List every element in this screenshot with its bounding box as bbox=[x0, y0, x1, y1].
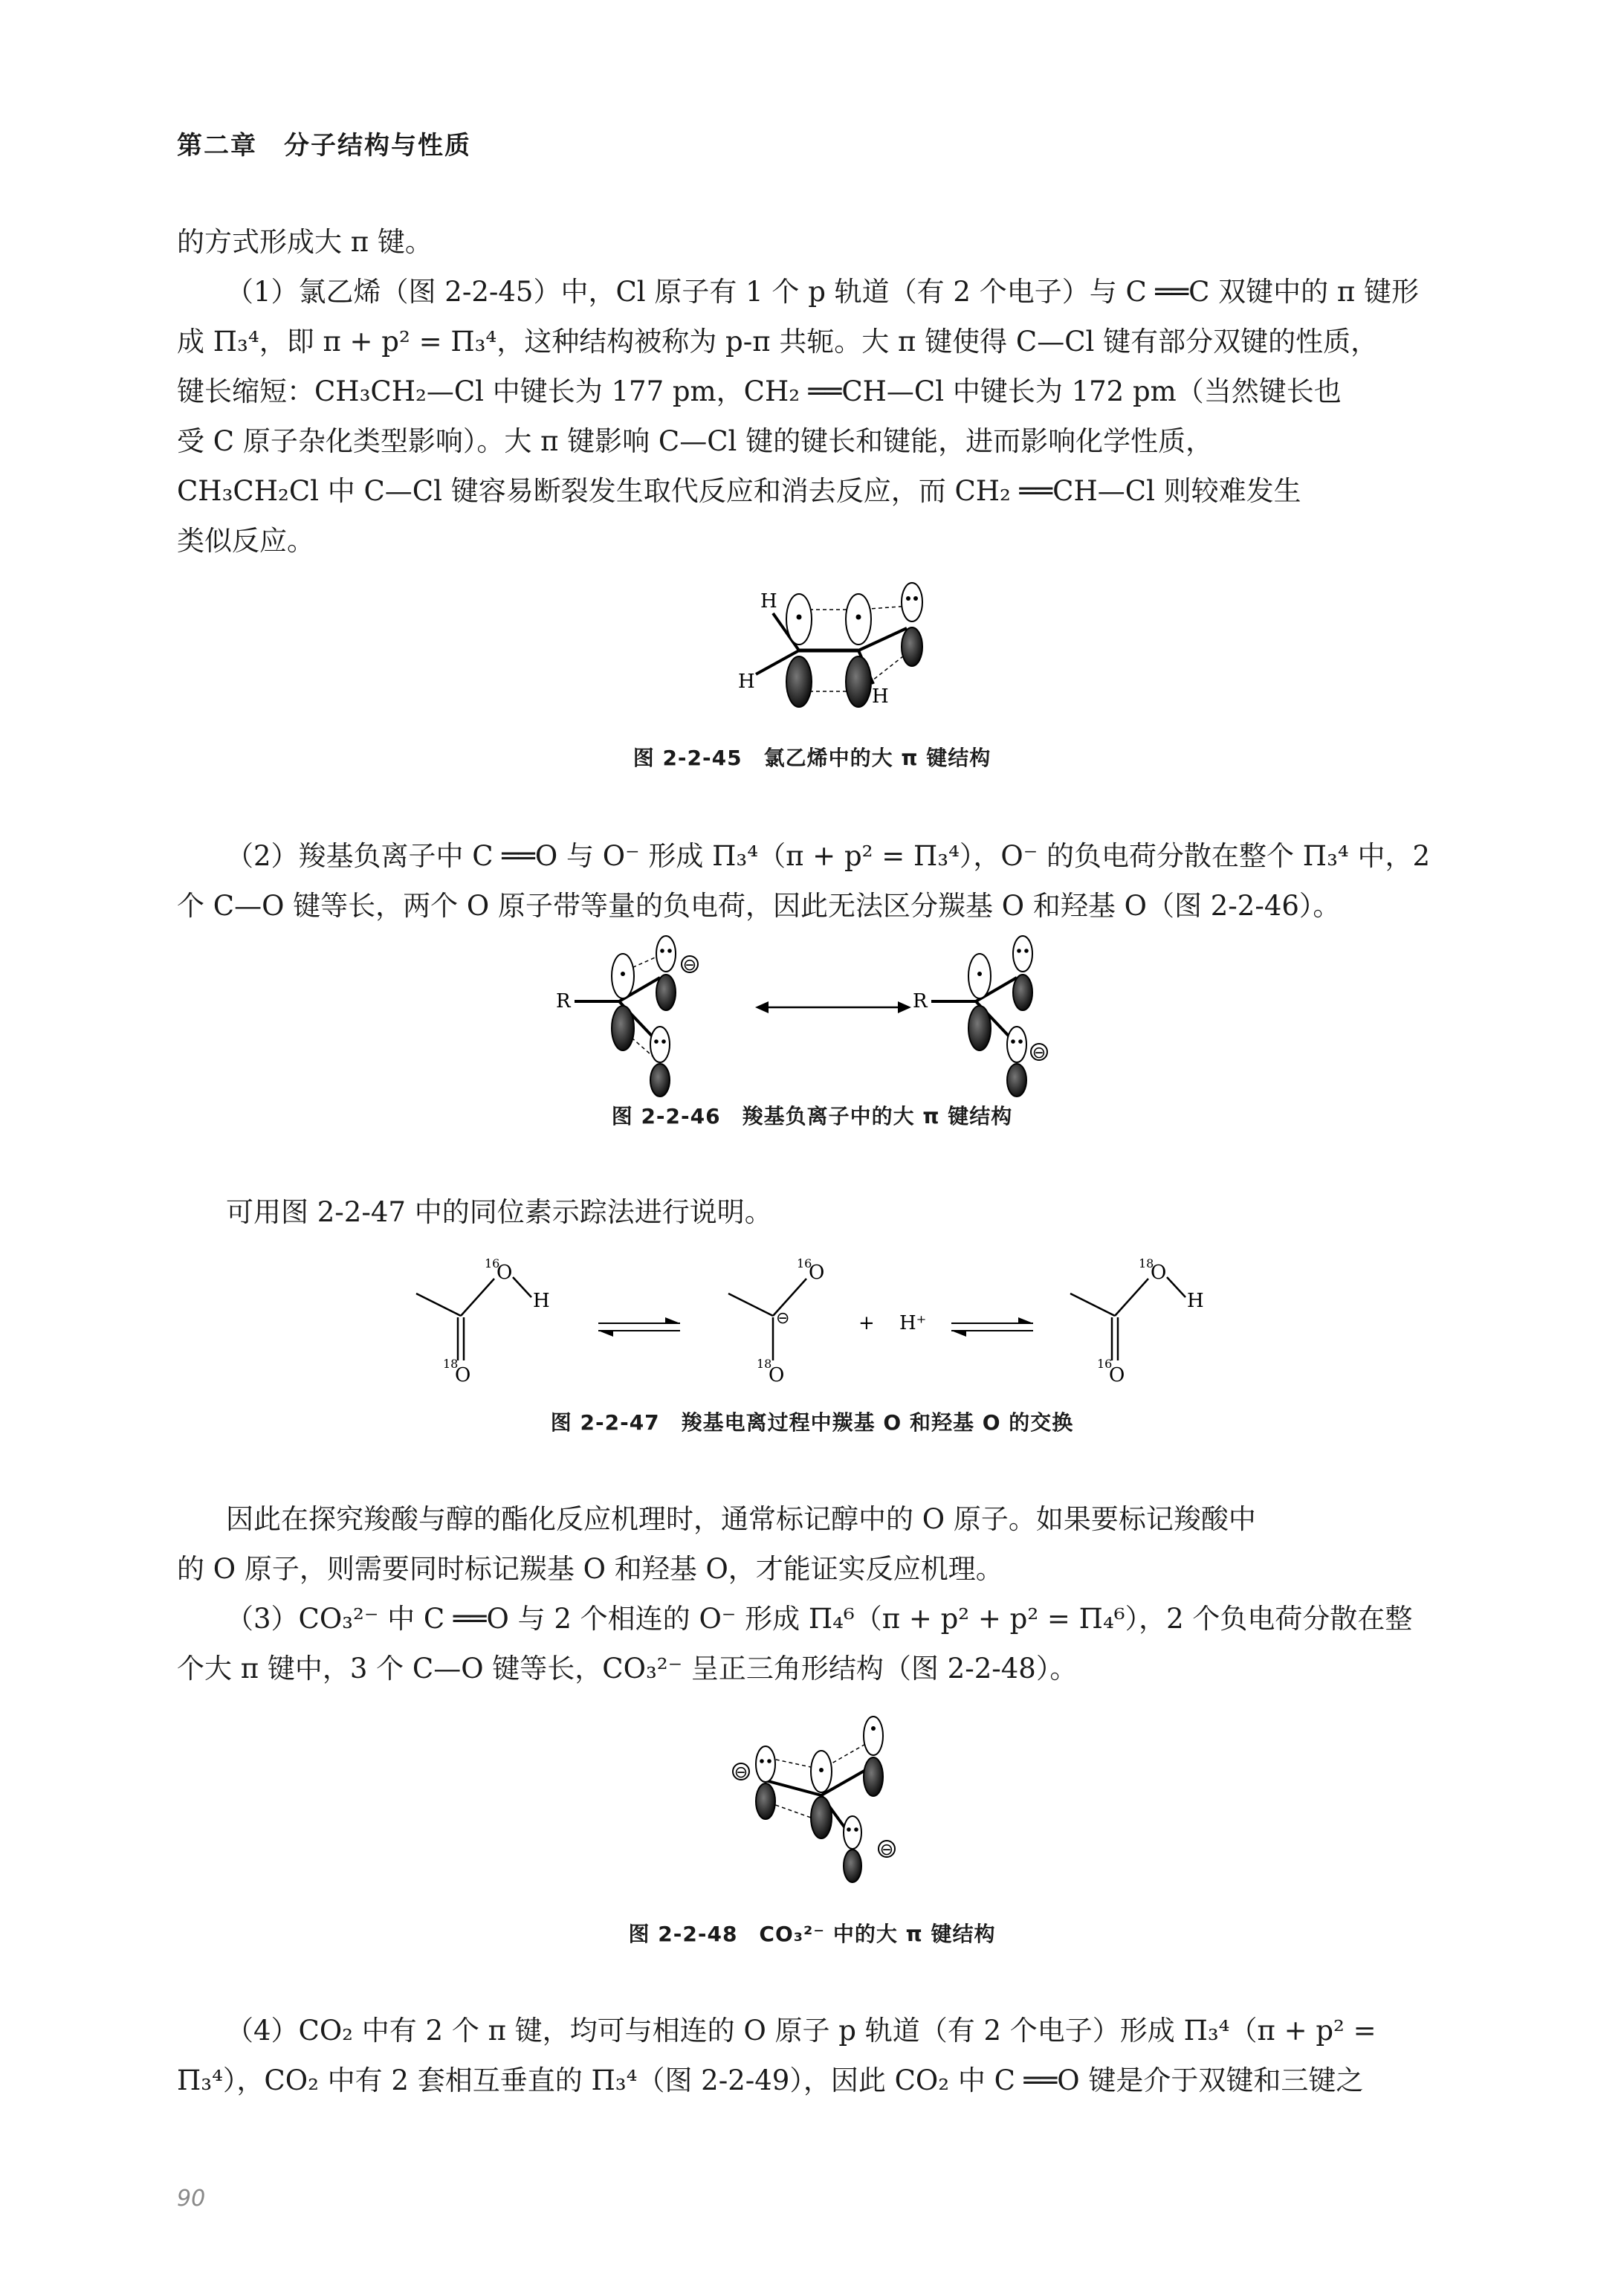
negative-charge: ⊖ bbox=[776, 1309, 790, 1328]
oxygen-label: O bbox=[455, 1364, 471, 1386]
figure-2-2-48-caption: 图 2-2-48 CO₃²⁻ 中的大 π 键结构 bbox=[628, 1922, 996, 1946]
oxygen-label: O bbox=[769, 1364, 785, 1386]
paragraph-2 bbox=[177, 831, 1479, 931]
paragraph-4-line: 的 O 原子，则需要同时标记羰基 O 和羟基 O，才能证实反应机理。 bbox=[177, 1553, 1003, 1585]
carboxylate-resonance-diagram bbox=[556, 933, 1076, 1093]
figure-2-2-46 bbox=[556, 933, 1076, 1093]
intro-paragraph bbox=[177, 217, 1479, 267]
paragraph-1-line: 成 Π₃⁴，即 π + p² = Π₃⁴，这种结构被称为 p-π 共轭。大 π 键使得 C—Cl 键有部分双键的性质， bbox=[177, 326, 1379, 358]
paragraph-6 bbox=[177, 2006, 1479, 2105]
equilibrium-arrow-1 bbox=[598, 1317, 680, 1337]
isotope-mass: 16 bbox=[1097, 1357, 1113, 1371]
paragraph-1-line: （1）氯乙烯（图 2-2-45）中，Cl 原子有 1 个 p 轨道（有 2 个电子）与 C ══C 双键中的 π 键形 bbox=[226, 276, 1419, 308]
resonance-arrow bbox=[755, 1001, 911, 1013]
carboxylate-left bbox=[556, 936, 698, 1097]
h-label: H bbox=[760, 590, 777, 613]
paragraph-2-line: （2）羧基负离子中 C ══O 与 O⁻ 形成 Π₃⁴（π + p² = Π₃⁴），O⁻ 的负电荷分散在整个 Π₃⁴ 中，2 bbox=[226, 840, 1431, 872]
paragraph-3-line: 可用图 2-2-47 中的同位素示踪法进行说明。 bbox=[226, 1196, 772, 1228]
isotope-mass: 16 bbox=[485, 1256, 500, 1270]
oxygen-label: O bbox=[809, 1262, 825, 1284]
isotope-mass: 18 bbox=[1139, 1256, 1154, 1270]
equilibrium-arrow-2 bbox=[951, 1317, 1033, 1337]
acetic-acid-right bbox=[1070, 1256, 1204, 1386]
paragraph-1-line: CH₃CH₂Cl 中 C—Cl 键容易断裂发生取代反应和消去反应，而 CH₂ ══CH—Cl 则较难发生 bbox=[177, 475, 1301, 507]
r-label: R bbox=[913, 990, 928, 1013]
intro-line: 的方式形成大 π 键。 bbox=[177, 226, 433, 258]
isotope-mass: 16 bbox=[797, 1256, 812, 1270]
figure-2-2-45 bbox=[725, 576, 948, 717]
negative-charge: ⊖ bbox=[879, 1841, 894, 1859]
plus-sign: + bbox=[858, 1312, 875, 1334]
paragraph-1 bbox=[177, 267, 1479, 566]
negative-charge: ⊖ bbox=[682, 956, 697, 975]
carboxylate-right bbox=[913, 936, 1047, 1097]
carboxylate-middle bbox=[728, 1256, 824, 1386]
figure-2-2-47 bbox=[416, 1249, 1226, 1390]
oxygen-label: O bbox=[1151, 1262, 1167, 1284]
isotope-mass: 18 bbox=[443, 1357, 459, 1371]
paragraph-2-line: 个 C—O 键等长，两个 O 原子带等量的负电荷，因此无法区分羰基 O 和羟基 O（图 2-2-46）。 bbox=[177, 890, 1341, 922]
paragraph-3 bbox=[177, 1187, 1479, 1237]
carbonate-diagram bbox=[725, 1706, 918, 1885]
oxygen-label: O bbox=[496, 1262, 513, 1284]
paragraph-4-line: 因此在探究羧酸与醇的酯化反应机理时，通常标记醇中的 O 原子。如果要标记羧酸中 bbox=[226, 1503, 1256, 1535]
chapter-header: 第二章 分子结构与性质 bbox=[177, 131, 471, 161]
paragraph-4 bbox=[177, 1494, 1479, 1594]
page-number: 90 bbox=[177, 2186, 206, 2212]
negative-charge: ⊖ bbox=[1032, 1044, 1046, 1062]
paragraph-5 bbox=[177, 1594, 1479, 1693]
figure-2-2-45-caption: 图 2-2-45 氯乙烯中的大 π 键结构 bbox=[633, 746, 991, 770]
vinyl-chloride-diagram bbox=[725, 576, 948, 717]
acetic-acid-left bbox=[416, 1256, 550, 1386]
figure-2-2-47-caption: 图 2-2-47 羧基电离过程中羰基 O 和羟基 O 的交换 bbox=[550, 1410, 1074, 1435]
paragraph-5-line: （3）CO₃²⁻ 中 C ══O 与 2 个相连的 O⁻ 形成 Π₄⁶（π + p² + p² = Π₄⁶），2 个负电荷分散在整 bbox=[226, 1603, 1413, 1635]
negative-charge: ⊖ bbox=[734, 1763, 748, 1782]
h-label: H bbox=[738, 671, 755, 693]
paragraph-1-line: 键长缩短：CH₃CH₂—Cl 中键长为 177 pm，CH₂ ══CH—Cl 中键长为 172 pm（当然键长也 bbox=[177, 375, 1342, 407]
paragraph-1-line: 受 C 原子杂化类型影响）。大 π 键影响 C—Cl 键的键长和键能，进而影响化学性质， bbox=[177, 425, 1214, 457]
figure-2-2-48 bbox=[725, 1706, 918, 1885]
isotope-exchange-diagram bbox=[416, 1249, 1226, 1390]
proton-label: H⁺ bbox=[899, 1312, 927, 1334]
figure-2-2-46-caption: 图 2-2-46 羧基负离子中的大 π 键结构 bbox=[611, 1104, 1013, 1128]
paragraph-1-line: 类似反应。 bbox=[177, 525, 314, 557]
h-label: H bbox=[872, 685, 889, 708]
paragraph-5-line: 个大 π 键中，3 个 C—O 键等长，CO₃²⁻ 呈正三角形结构（图 2-2-48）。 bbox=[177, 1653, 1078, 1685]
hydrogen-label: H bbox=[1187, 1290, 1204, 1312]
r-label: R bbox=[556, 990, 571, 1013]
isotope-mass: 18 bbox=[757, 1357, 772, 1371]
oxygen-label: O bbox=[1109, 1364, 1125, 1386]
hydrogen-label: H bbox=[533, 1290, 550, 1312]
paragraph-6-line: Π₃⁴），CO₂ 中有 2 套相互垂直的 Π₃⁴（图 2-2-49），因此 CO₂ 中 C ══O 键是介于双键和三键之 bbox=[177, 2064, 1364, 2096]
paragraph-6-line: （4）CO₂ 中有 2 个 π 键，均可与相连的 O 原子 p 轨道（有 2 个电子）形成 Π₃⁴（π + p² = bbox=[226, 2015, 1376, 2047]
